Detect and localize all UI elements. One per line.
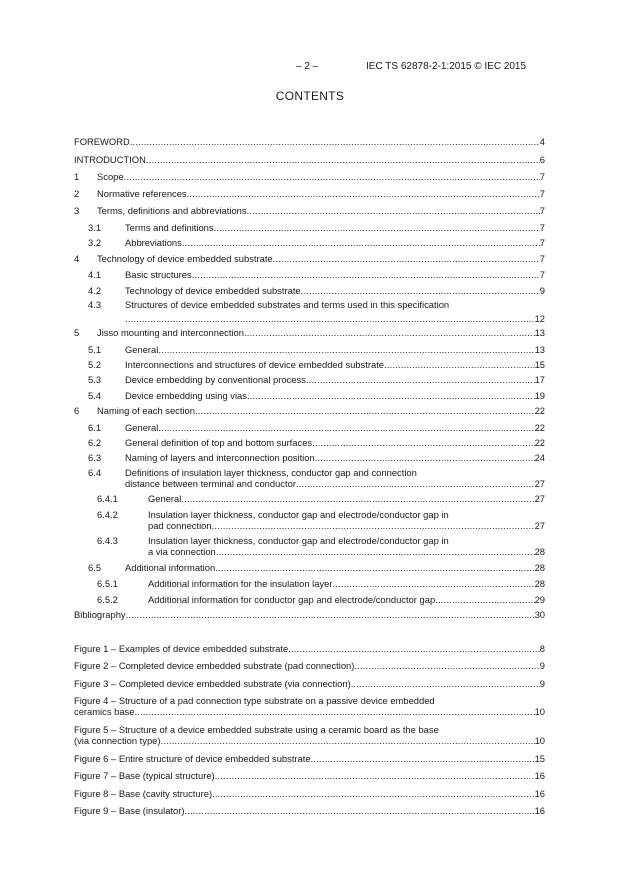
toc-entry-6-4-2[interactable]: 6.4.2 Insulation layer thickness, conductor gap and electrode/conductor gap in pad connection ..... 27: [74, 509, 545, 531]
toc-entry-6-4[interactable]: 6.4 Definitions of insulation layer thickness, conductor gap and connection distance between terminal and conductor ..... 27: [74, 467, 545, 489]
figure-entry-5[interactable]: Figure 5 – Structure of a device embedded substrate using a ceramic board as the base (via connection type) ..... 10: [74, 724, 545, 746]
page-header: [0, 61, 620, 75]
figure-entry-4[interactable]: Figure 4 – Structure of a pad connection type substrate on a passive device embedded ceramics base ..... 10: [74, 695, 545, 717]
toc-entry-6-4-3[interactable]: 6.4.3 Insulation layer thickness, conductor gap and electrode/conductor gap in a via connection ..... 28: [74, 535, 545, 557]
toc-entry-4-3[interactable]: 4.3 Structures of device embedded substrates and terms used in this specification ..... 12: [74, 299, 545, 321]
contents-title: CONTENTS: [275, 89, 345, 103]
document-reference: IEC TS 62878-2-1:2015 © IEC 2015: [366, 61, 527, 72]
page-number: – 2 –: [296, 61, 319, 72]
